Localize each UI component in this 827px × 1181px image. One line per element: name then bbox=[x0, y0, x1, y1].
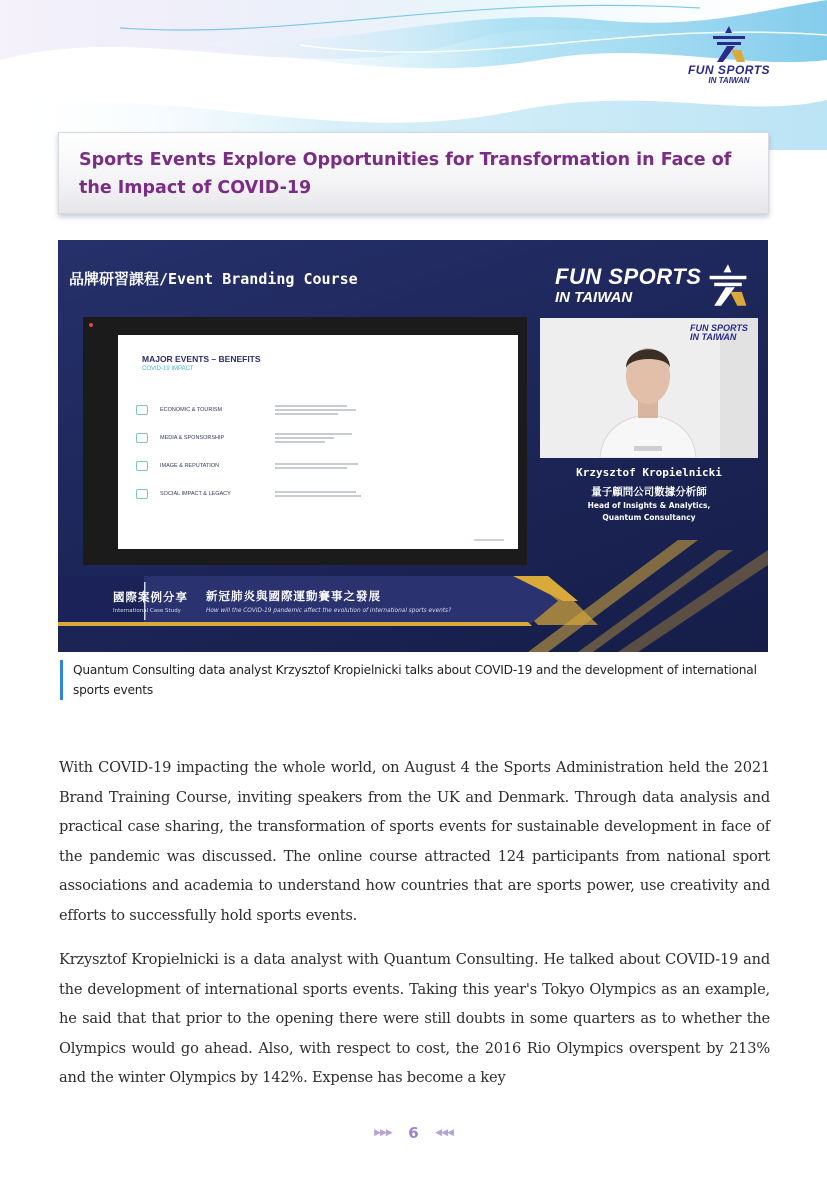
slide-row-label: ECONOMIC & TOURISM bbox=[160, 407, 223, 413]
fun-sports-logo bbox=[684, 24, 774, 94]
speaker-name: Krzysztof Kropielnicki bbox=[576, 466, 722, 479]
slide-row-description bbox=[275, 489, 365, 499]
slide-row-label: MEDIA & SPONSORSHIP bbox=[160, 435, 225, 441]
slide-row-description bbox=[275, 403, 365, 417]
body-paragraph: With COVID-19 impacting the whole world, on August 4 the Sports Administration held the 2021 Brand Training Course, inviting speakers from the UK and Denmark. Through data analysis and practical case sharing, the transformation of sports events for sustainable development in face of the pandemic was discussed. The online course attracted 124 participants from national sport associations and academia to understand how countries that are sports power, use creativity and efforts to successfully hold sports events. bbox=[59, 759, 770, 924]
page-footer bbox=[0, 1124, 827, 1142]
video-badge: FUN SPORTS IN TAIWAN bbox=[690, 323, 748, 342]
record-indicator bbox=[89, 323, 93, 327]
left-arrows-icon: ◀◀◀ bbox=[435, 1128, 453, 1138]
article-title: Sports Events Explore Opportunities for Transformation in Face of the Impact of COVID-19 bbox=[79, 150, 732, 198]
right-arrows-icon: ▶▶▶ bbox=[374, 1128, 392, 1138]
body-paragraph: Krzysztof Kropielnicki is a data analyst with Quantum Consulting. He talked about COVID-19 and the development of international sports events. Taking this year's Tokyo Olympics as an example, he said that that prior to the opening there were still doubts in some quarters as to whether the Olympics would go ahead. Also, with respect to cost, the 2016 Rio Olympics overspent by 213% and the winter Olympics by 142%. Expense has become a key bbox=[59, 951, 770, 1087]
slide-row-label: IMAGE & REPUTATION bbox=[160, 463, 220, 469]
case-study-en: International Case Study bbox=[113, 608, 181, 614]
legacy-icon bbox=[136, 489, 148, 499]
photo-fun-sports-logo bbox=[553, 262, 763, 310]
slide-row-description bbox=[275, 431, 365, 445]
speaker-role: Head of Insights & Analytics, bbox=[587, 501, 711, 510]
runner-icon bbox=[701, 262, 755, 308]
speaker-video bbox=[540, 318, 758, 458]
photo-logo-subtext: IN TAIWAN bbox=[555, 289, 633, 306]
topic-en: How will the COVID-19 pandemic affect the evolution of international sports events? bbox=[206, 608, 452, 614]
media-icon bbox=[136, 433, 148, 443]
economy-icon bbox=[136, 405, 148, 415]
slide-row bbox=[136, 459, 365, 473]
speaker-company: Quantum Consultancy bbox=[602, 513, 696, 522]
logo-subtext: IN TAIWAN bbox=[708, 76, 750, 85]
slide-row bbox=[136, 487, 365, 501]
runner-icon bbox=[707, 24, 751, 64]
slide-row-label: SOCIAL IMPACT & LEGACY bbox=[160, 491, 231, 497]
photo-logo-text: FUN SPORTS bbox=[555, 264, 702, 289]
slide-row bbox=[136, 403, 365, 417]
article-title-banner bbox=[58, 132, 769, 214]
speaker-title-cn: 量子顧問公司數據分析師 bbox=[591, 486, 707, 498]
reputation-icon bbox=[136, 461, 148, 471]
slide-footer-mark bbox=[474, 539, 504, 541]
event-photo bbox=[58, 240, 768, 652]
slide-row-description bbox=[275, 461, 365, 471]
logo-text: FUN SPORTS bbox=[687, 63, 771, 77]
slide-title: MAJOR EVENTS – BENEFITS bbox=[142, 354, 261, 364]
course-title: 品牌研習課程/Event Branding Course bbox=[69, 270, 358, 288]
case-study-cn: 國際案例分享 bbox=[113, 590, 188, 604]
slide-window bbox=[83, 317, 527, 565]
topic-cn: 新冠肺炎與國際運動賽事之發展 bbox=[206, 589, 381, 603]
page-number: 6 bbox=[408, 1124, 419, 1142]
presentation-slide bbox=[118, 335, 518, 549]
slide-row bbox=[136, 431, 365, 445]
photo-caption: Quantum Consulting data analyst Krzysztof Kropielnicki talks about COVID-19 and the development of international sports events bbox=[60, 660, 772, 700]
slide-subtitle: COVID-19 IMPACT bbox=[142, 366, 194, 372]
